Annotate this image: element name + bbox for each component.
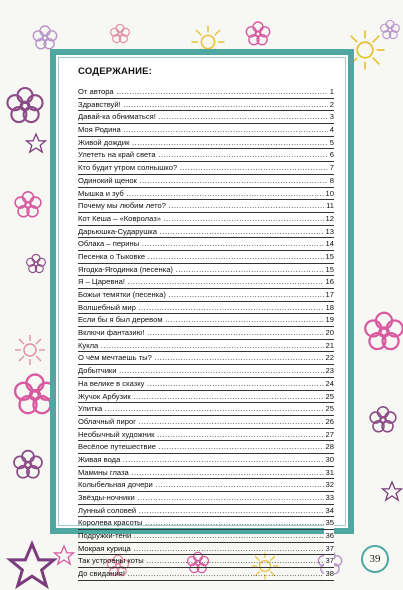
toc-entry-page: 4 <box>329 125 334 135</box>
sun-icon <box>15 335 45 365</box>
toc-entry-title: Улететь на край света ..... <box>78 149 334 161</box>
toc-entry-page: 14 <box>325 239 334 249</box>
toc-entry-title: Дарьюшка-Сударушка ..... <box>78 226 334 238</box>
toc-entry-page: 11 <box>326 201 334 211</box>
toc-entry-title: Кто будит утром солнышко? ..... <box>78 162 334 174</box>
toc-entry-page: 16 <box>325 277 334 287</box>
toc-entry-title: Облачный пирог ..... <box>78 416 334 428</box>
toc-entry-title: Я – Царевна! ..... <box>78 276 334 288</box>
toc-entry-title: Необычный художник ..... <box>78 429 334 441</box>
toc-entry-page: 18 <box>325 302 334 312</box>
toc-entry-title: Кукла ..... <box>78 340 334 352</box>
toc-entry <box>78 517 334 530</box>
toc-entry <box>78 555 334 568</box>
toc-entry-title: До свидания! ..... <box>78 568 334 580</box>
toc-entry <box>78 441 334 454</box>
toc-entry <box>78 213 334 226</box>
toc-entry-title: Волшебный мир ..... <box>78 302 334 314</box>
toc-entry-page: 34 <box>325 505 334 515</box>
flower-icon <box>14 451 42 478</box>
star-icon <box>383 482 402 500</box>
toc-entry-title: Одинокий щенок ..... <box>78 175 334 187</box>
toc-entry-title: Включи фантазию! ..... <box>78 327 334 339</box>
toc-entry-title: Песенка о Тыковке ..... <box>78 251 334 263</box>
toc-entry <box>78 505 334 518</box>
toc-entry-page: 12 <box>325 213 334 223</box>
toc-entry-page: 36 <box>325 531 334 541</box>
toc-entry-page: 32 <box>325 480 334 490</box>
toc-entry-page: 28 <box>325 442 334 452</box>
toc-entry-page: 22 <box>325 353 334 363</box>
toc-entry <box>78 467 334 480</box>
toc-entry <box>78 314 334 327</box>
toc-entry-title: Моя Родина ..... <box>78 124 334 136</box>
toc-entry <box>78 162 334 175</box>
toc-entry <box>78 492 334 505</box>
flower-icon <box>15 375 55 414</box>
toc-entry-title: Мышка и зуб ..... <box>78 188 334 200</box>
toc-entry-page: 25 <box>325 404 334 414</box>
flower-icon <box>365 313 402 349</box>
toc-entry-page: 7 <box>329 163 334 173</box>
toc-entry <box>78 568 334 581</box>
toc-entry <box>78 111 334 124</box>
flower-icon <box>370 407 396 432</box>
toc-entry <box>78 378 334 391</box>
star-icon <box>55 546 74 564</box>
toc-entry <box>78 289 334 302</box>
toc-entry <box>78 302 334 315</box>
toc-entry <box>78 403 334 416</box>
toc-entry-page: 33 <box>325 493 334 502</box>
toc-entry-title: Королева красоты ..... <box>78 517 334 529</box>
toc-entry-page: 25 <box>325 391 334 401</box>
star-icon <box>27 134 46 152</box>
toc-entry <box>78 454 334 467</box>
toc-entry-title: Живой дождик ..... <box>78 137 334 149</box>
toc-entry-title: Подружки-тени ..... <box>78 530 334 542</box>
toc-entry-title: Мамины глаза ..... <box>78 467 334 479</box>
toc-entry <box>78 479 334 492</box>
toc-entry-page: 35 <box>325 518 334 528</box>
toc-entry-title: О чём мечтаешь ты? ..... <box>78 352 334 364</box>
flower-icon <box>15 192 41 217</box>
toc-entry-title: Облака – перины ..... <box>78 238 334 250</box>
toc-heading: СОДЕРЖАНИЕ: <box>78 66 153 77</box>
toc-entry <box>78 276 334 289</box>
toc-entry <box>78 416 334 429</box>
toc-entry-page: 30 <box>325 454 334 464</box>
flower-icon <box>27 254 46 272</box>
toc-entry-page: 38 <box>325 569 334 579</box>
toc-entry <box>78 86 334 99</box>
toc-entry-page: 5 <box>329 137 334 147</box>
toc-entry <box>78 226 334 239</box>
toc-entry-page: 26 <box>325 416 334 426</box>
toc-entry-page: 15 <box>325 251 334 261</box>
toc-entry <box>78 391 334 404</box>
toc-entry <box>78 137 334 150</box>
toc-entry-title: Весёлое путешествие ..... <box>78 441 334 453</box>
toc-entry-title: Звёзды-ночники ..... <box>78 492 334 504</box>
toc-entry-page: 19 <box>325 315 334 325</box>
toc-entry-title: Давай-ка обниматься! ..... <box>78 111 334 123</box>
toc-entry <box>78 251 334 264</box>
table-of-contents <box>78 86 334 581</box>
toc-entry-page: 8 <box>329 175 334 185</box>
toc-entry-title: Почему мы любим лето? ..... <box>78 200 334 212</box>
page-number-badge: 39 <box>361 545 389 573</box>
toc-entry-page: 37 <box>325 543 334 553</box>
toc-entry-page: 1 <box>329 87 334 96</box>
toc-entry-page: 13 <box>325 226 334 236</box>
flower-icon <box>246 22 269 45</box>
toc-entry-title: Добытчики ..... <box>78 365 334 377</box>
toc-entry-title: Кот Кеша – «Ковролаз» ..... <box>78 213 334 225</box>
toc-entry <box>78 149 334 162</box>
toc-entry <box>78 175 334 188</box>
toc-entry <box>78 543 334 556</box>
toc-entry-page: 10 <box>325 188 334 198</box>
toc-entry-title: Колыбельная дочери ..... <box>78 479 334 491</box>
flower-icon <box>111 24 130 42</box>
toc-entry-title: Лунный соловей ..... <box>78 505 334 517</box>
toc-entry <box>78 200 334 213</box>
toc-entry-title: Улитка ..... <box>78 403 334 415</box>
flower-icon <box>7 88 42 122</box>
star-icon <box>10 544 54 586</box>
toc-entry-title: От автора ..... <box>78 86 334 98</box>
toc-entry-title: Здравствуй! ..... <box>78 99 334 111</box>
toc-entry-page: 21 <box>325 340 334 350</box>
toc-entry <box>78 530 334 543</box>
toc-entry-page: 2 <box>329 99 334 109</box>
toc-entry-page: 27 <box>325 429 334 439</box>
toc-entry <box>78 352 334 365</box>
flower-icon <box>33 26 56 49</box>
toc-entry-title: Божьи темятки (песенка) ..... <box>78 289 334 301</box>
toc-entry <box>78 264 334 277</box>
toc-entry <box>78 238 334 251</box>
toc-entry-page: 31 <box>325 467 334 477</box>
toc-entry-title: На велике в сказку ..... <box>78 378 334 390</box>
toc-entry-page: 6 <box>329 150 334 160</box>
toc-entry-page: 3 <box>329 112 334 122</box>
toc-entry-page: 15 <box>325 264 334 274</box>
toc-entry-title: Ягодка-Ягодинка (песенка) ..... <box>78 264 334 276</box>
toc-entry-page: 17 <box>325 290 334 299</box>
toc-entry-page: 20 <box>325 328 334 338</box>
toc-entry-title: Так устроены коты ..... <box>78 555 334 567</box>
toc-entry-title: Жучок Арбузик ..... <box>78 391 334 403</box>
toc-entry <box>78 99 334 112</box>
toc-entry-page: 24 <box>325 378 334 388</box>
toc-entry <box>78 188 334 201</box>
toc-entry-title: Живая вода ..... <box>78 454 334 466</box>
toc-entry-page: 23 <box>325 366 334 376</box>
toc-entry <box>78 327 334 340</box>
toc-entry-page: 37 <box>325 556 334 566</box>
toc-entry <box>78 365 334 378</box>
toc-entry <box>78 429 334 442</box>
flower-icon <box>381 20 400 38</box>
toc-entry-title: Мокрая курица ..... <box>78 543 334 555</box>
toc-entry <box>78 340 334 353</box>
toc-entry-title: Если бы я был деревом ..... <box>78 314 334 326</box>
toc-entry <box>78 124 334 137</box>
